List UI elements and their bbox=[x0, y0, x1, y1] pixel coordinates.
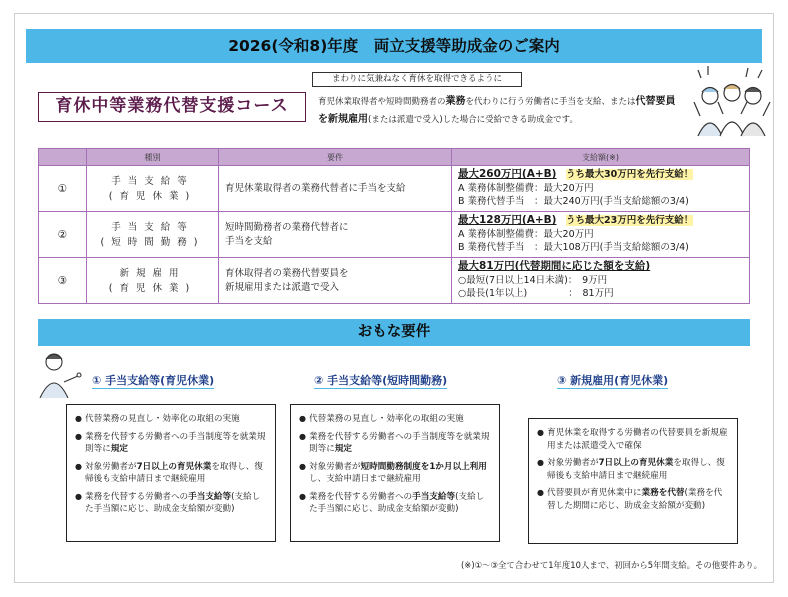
row-number: ② bbox=[39, 212, 87, 258]
requirements-heading: おもな要件 bbox=[38, 319, 750, 346]
row-type-line1: 手当支給等 bbox=[111, 175, 194, 187]
column-title-1-text: ① 手当支給等(育児休業) bbox=[92, 374, 215, 387]
row-type bbox=[87, 212, 219, 258]
list-item bbox=[537, 427, 729, 452]
list-item bbox=[75, 413, 267, 426]
row-requirement bbox=[219, 212, 452, 258]
item-text: (支給した手当額に応じ、助成金支給額が変動) bbox=[309, 491, 485, 514]
row-amount-min-period: ○最短(7日以上14日未満)： 9万円 bbox=[458, 274, 608, 286]
item-text: 育児休業を取得する労働者の代替要員を新規雇用または派遣受入で確保 bbox=[547, 428, 728, 451]
requirement-box-2 bbox=[290, 404, 500, 542]
item-pre: 代替要員が育児休業中に bbox=[547, 488, 642, 498]
item-emphasis: 手当支給等 bbox=[412, 491, 456, 502]
row-amount-advance: うち最大30万円を先行支給！ bbox=[565, 169, 694, 181]
intro-pre: 育児休業取得者や短時間勤務者の bbox=[318, 97, 446, 107]
table-row bbox=[39, 166, 750, 212]
page-title: 2026(令和8)年度 両立支援等助成金のご案内 bbox=[26, 29, 762, 63]
item-emphasis: 短時間勤務制度を1か月以上利用 bbox=[360, 461, 487, 472]
item-text: 業務を代替する労働者への手当制度等を就業規則等に bbox=[85, 431, 266, 454]
row-type-line2: (育児休業) bbox=[108, 282, 197, 294]
list-item bbox=[299, 461, 491, 486]
requirement-box-1 bbox=[66, 404, 276, 542]
item-text: を取得し、復帰後も支給申請日まで継続雇用 bbox=[85, 461, 263, 484]
item-text: 業務を代替する労働者への手当制度等を就業規則等に bbox=[309, 431, 490, 454]
row-req-line2: 手当を支給 bbox=[225, 235, 273, 247]
row-type-line2: (育児休業) bbox=[108, 190, 197, 202]
list-item bbox=[537, 457, 729, 482]
table-row bbox=[39, 258, 750, 304]
column-title-3-text: ③ 新規雇用(育児休業) bbox=[557, 374, 669, 387]
list-item bbox=[75, 491, 267, 516]
row-amount-max: 最大81万円(代替期間に応じた額を支給) bbox=[458, 260, 651, 273]
row-req-line1: 短時間勤務者の業務代替者に bbox=[225, 221, 349, 233]
table-row bbox=[39, 212, 750, 258]
column-title-3 bbox=[557, 372, 668, 388]
sub-tagline: まわりに気兼ねなく育休を取得できるように bbox=[312, 72, 522, 87]
intro-em-substitute: 代替要員 bbox=[635, 96, 676, 107]
row-amount-max: 最大260万円(A+B) bbox=[458, 168, 557, 181]
intro-mid: を代わりに行う労働者に手当を支給、または bbox=[465, 97, 636, 107]
item-text: を取得し、復帰後も支給申請日まで継続雇用 bbox=[547, 458, 725, 481]
row-amount-max-period: ○最長(1年以上) ： 81万円 bbox=[458, 288, 614, 300]
row-amount-b: B 業務代替手当 ：最大240万円(手当支給総額の3/4) bbox=[458, 196, 689, 208]
item-text: し、支給申請日まで継続雇用 bbox=[309, 474, 421, 484]
requirement-box-3 bbox=[528, 418, 738, 544]
item-emphasis: 規定 bbox=[110, 444, 128, 454]
item-text: 代替業務の見直し・効率化の取組の実施 bbox=[309, 414, 464, 424]
row-amount-a: A 業務体制整備費：最大20万円 bbox=[458, 228, 594, 240]
table-header-requirement: 要件 bbox=[219, 149, 452, 166]
list-item bbox=[75, 431, 267, 456]
column-title-1 bbox=[92, 372, 214, 388]
row-amount-max: 最大128万円(A+B) bbox=[458, 214, 557, 227]
people-cheering-icon bbox=[690, 66, 774, 140]
row-type-line2: (短時間勤務) bbox=[100, 236, 205, 248]
item-emphasis: 7日以上の育児休業 bbox=[598, 458, 674, 468]
row-amount bbox=[452, 258, 750, 304]
list-item bbox=[299, 431, 491, 456]
intro-text bbox=[318, 93, 690, 129]
list-item bbox=[299, 491, 491, 516]
intro-em-business: 業務 bbox=[445, 96, 466, 107]
column-title-2 bbox=[314, 372, 447, 388]
list-item bbox=[537, 487, 729, 512]
row-type bbox=[87, 166, 219, 212]
table-header-row bbox=[39, 149, 750, 166]
row-amount-advance: うち最大23万円を先行支給！ bbox=[565, 215, 694, 227]
row-amount-b: B 業務代替手当 ：最大108万円(手当支給総額の3/4) bbox=[458, 242, 689, 254]
table-header-num bbox=[39, 149, 87, 166]
item-emphasis: 手当支給等 bbox=[188, 491, 232, 502]
course-name: 育休中等業務代替支援コース bbox=[38, 92, 306, 122]
teacher-pointing-icon bbox=[36, 350, 82, 398]
item-text: (支給した手当額に応じ、助成金支給額が変動) bbox=[85, 491, 261, 514]
row-type-line1: 手当支給等 bbox=[111, 221, 194, 233]
list-item bbox=[299, 413, 491, 426]
item-emphasis: 7日以上の育児休業 bbox=[136, 461, 212, 472]
column-title-2-text: ② 手当支給等(短時間勤務) bbox=[314, 374, 448, 387]
item-pre: 対象労働者が bbox=[85, 461, 137, 472]
row-type-line1: 新規雇用 bbox=[119, 267, 186, 279]
row-number: ① bbox=[39, 166, 87, 212]
row-amount bbox=[452, 166, 750, 212]
row-req-line2: 新規雇用または派遣で受入 bbox=[225, 281, 340, 293]
intro-em-newhire: を新規雇用 bbox=[318, 114, 368, 125]
item-emphasis: 業務を代替 bbox=[641, 488, 685, 498]
list-item bbox=[75, 461, 267, 486]
item-text: (業務を代替した期間に応じ、助成金支給額が変動) bbox=[547, 488, 723, 511]
subsidy-table bbox=[38, 148, 750, 304]
item-pre: 業務を代替する労働者への bbox=[309, 491, 413, 502]
intro-rest: (または派遣で受入)した場合に受給できる助成金です。 bbox=[368, 115, 578, 125]
item-pre: 対象労働者が bbox=[309, 461, 361, 472]
row-amount-a: A 業務体制整備費：最大20万円 bbox=[458, 182, 594, 194]
table-header-amount: 支給額(※) bbox=[452, 149, 750, 166]
row-req-line1: 育児休業取得者の業務代替者に手当を支給 bbox=[225, 182, 406, 194]
row-requirement bbox=[219, 166, 452, 212]
item-emphasis: 規定 bbox=[334, 444, 352, 454]
row-type bbox=[87, 258, 219, 304]
row-req-line1: 育休取得者の業務代替要員を bbox=[225, 267, 349, 279]
item-pre: 対象労働者が bbox=[547, 458, 599, 468]
item-text: 代替業務の見直し・効率化の取組の実施 bbox=[85, 414, 240, 424]
row-requirement bbox=[219, 258, 452, 304]
row-amount bbox=[452, 212, 750, 258]
item-pre: 業務を代替する労働者への bbox=[85, 491, 189, 502]
footnote: (※)①～③全て合わせて1年度10人まで、初回から5年間支給。その他要件あり。 bbox=[461, 560, 762, 570]
table-header-type: 種別 bbox=[87, 149, 219, 166]
row-number: ③ bbox=[39, 258, 87, 304]
